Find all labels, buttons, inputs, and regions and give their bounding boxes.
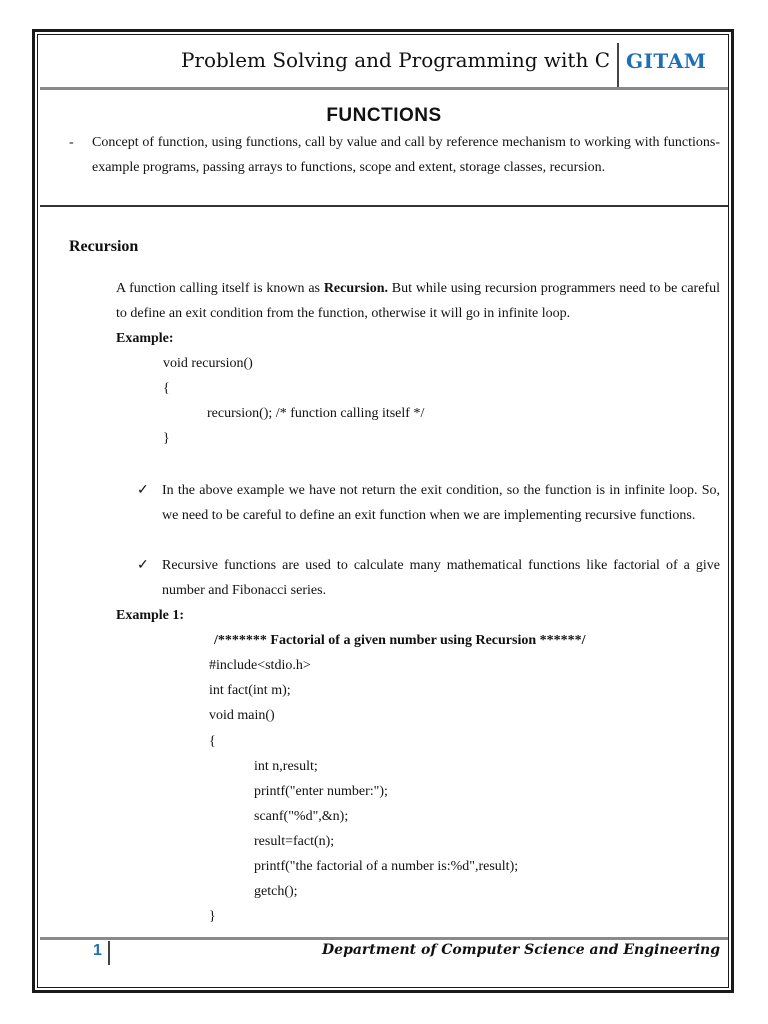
code-line: printf("the factorial of a number is:%d",result); xyxy=(254,859,519,874)
footer-rule xyxy=(40,937,728,940)
page-number: 1 xyxy=(93,942,102,959)
example-label: Example: xyxy=(116,331,174,346)
code-line: { xyxy=(163,381,170,396)
code-line: int n,result; xyxy=(254,759,318,774)
code-line: printf("enter number:"); xyxy=(254,784,388,799)
code-line: #include<stdio.h> xyxy=(209,658,311,673)
chapter-title: FUNCTIONS xyxy=(326,105,442,126)
intro-text-b: But while using recursion programmers need to be careful to define an exit condition from the function, otherwise it will go in infinite loop. xyxy=(116,281,720,321)
header-title: Problem Solving and Programming with C xyxy=(180,48,610,72)
intro-text-a: A function calling itself is known as xyxy=(116,281,324,296)
header-brand: GITAM xyxy=(626,49,707,73)
code-line: void main() xyxy=(209,708,275,723)
code-line: { xyxy=(209,734,216,749)
checkmark-icon: ✓ xyxy=(137,483,149,498)
code-line: void recursion() xyxy=(163,356,253,371)
checkmark-icon: ✓ xyxy=(137,558,149,573)
code-line: int fact(int m); xyxy=(209,683,291,698)
intro-bold: Recursion. xyxy=(323,281,388,296)
code-line: } xyxy=(163,431,170,446)
section-rule xyxy=(40,205,728,207)
footer-divider xyxy=(108,941,110,965)
code-line: recursion(); /* function calling itself */ xyxy=(207,406,425,421)
code-line: scanf("%d",&n); xyxy=(254,809,349,824)
section-heading: Recursion xyxy=(69,238,139,255)
code-line: getch(); xyxy=(254,884,298,899)
intro-paragraph xyxy=(116,276,720,326)
example1-label: Example 1: xyxy=(116,608,185,623)
footer-department: Department of Computer Science and Engineering xyxy=(322,942,720,958)
code-line: } xyxy=(209,909,216,924)
syllabus-dash: - xyxy=(69,135,74,150)
code-line: result=fact(n); xyxy=(254,834,335,849)
bullet-item: Recursive functions are used to calculate many mathematical functions like factorial of a give number and Fibonacci series. xyxy=(162,558,720,598)
header-divider xyxy=(617,43,619,87)
header-rule xyxy=(40,87,728,90)
bullet-item: In the above example we have not return the exit condition, so the function is in infinite loop. So, we need to be careful to define an exit function when we are implementing recursive functions. xyxy=(162,483,720,523)
syllabus-text: Concept of function, using functions, call by value and call by reference mechanism to working with functions-example programs, passing arrays to functions, scope and extent, storage classes, recursion. xyxy=(92,135,720,175)
example1-comment: /******* Factorial of a given number using Recursion ******/ xyxy=(214,633,586,648)
